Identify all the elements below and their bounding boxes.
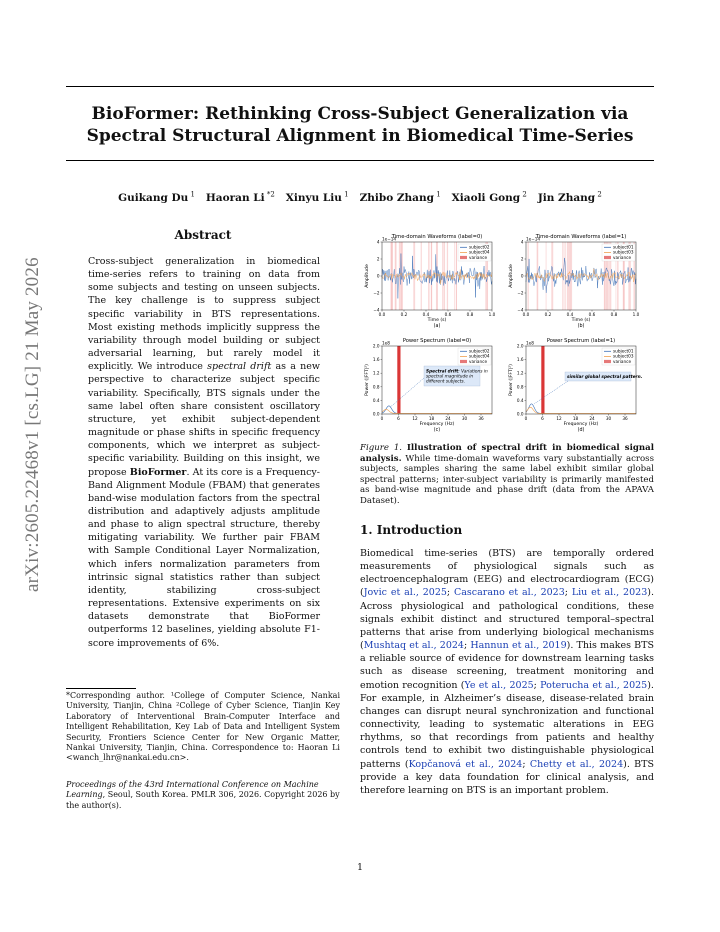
power-spectrum-chart-label1: [506, 334, 652, 438]
series-line-1: [526, 258, 636, 293]
x-tick-label: 18: [428, 416, 435, 421]
y-tick-label: 2: [520, 256, 524, 262]
legend-label: variance: [469, 358, 488, 364]
y-tick-label: 4: [520, 239, 524, 245]
legend-label: subject01: [613, 244, 634, 250]
x-tick-label: 0.0: [378, 312, 386, 317]
author-affiliation: 1: [341, 190, 349, 198]
time-domain-chart-label1: [506, 230, 652, 334]
citation-link[interactable]: Ye et al., 2025: [464, 679, 534, 691]
y-tick-label: 1.2: [516, 370, 524, 376]
citation-link[interactable]: Mushtaq et al., 2024: [363, 640, 464, 652]
chart-title: Time-domain Waveforms (label=1): [535, 234, 627, 240]
panel-label: (c): [433, 428, 441, 433]
x-tick-label: 12: [556, 416, 562, 421]
variance-band: [541, 346, 544, 414]
legend-label: variance: [469, 254, 488, 260]
intro-text: ). Across physiological and pathological conditions, these signals exhibit distinct and structured temporal–spectral patterns that arise from underlying biological mechanisms (: [360, 587, 654, 652]
author-name: Jin Zhang $^2$: [537, 190, 602, 204]
legend-label: subject01: [613, 348, 634, 354]
chart-title: Power Spectrum (label=0): [402, 338, 472, 344]
annotation-bold: Spectral drift: [426, 369, 459, 375]
y-tick-label: 0.4: [516, 397, 524, 403]
intro-text: ;: [463, 640, 471, 652]
x-tick-label: 0.2: [400, 312, 408, 317]
y-tick-label: 0: [376, 273, 380, 279]
x-tick-label: 0.2: [544, 312, 552, 317]
abstract-model-name: BioFormer: [129, 466, 187, 478]
legend-label: variance: [613, 254, 632, 260]
x-axis-label: Frequency (Hz): [419, 422, 455, 427]
legend-label: subject03: [613, 249, 634, 255]
figure-panel-d: [506, 334, 652, 438]
panel-label: (a): [433, 324, 441, 329]
x-tick-label: 36: [478, 416, 484, 421]
chart-title: Time-domain Waveforms (label=0): [391, 234, 483, 240]
x-tick-label: 1.0: [488, 312, 496, 317]
x-tick-label: 0.4: [422, 312, 430, 317]
intro-text: ;: [446, 587, 454, 599]
axis-exponent-label: 1e−14: [526, 236, 541, 242]
annotation-line-2: spectral magnitude in: [426, 374, 474, 380]
y-axis-label: Amplitude: [509, 264, 514, 288]
paper-title: [66, 103, 654, 147]
y-tick-label: −4: [517, 307, 524, 313]
y-tick-label: −2: [373, 290, 380, 296]
author-name: Xinyu Liu $^1$: [285, 190, 349, 204]
power-spectrum-chart-label0: [362, 334, 508, 438]
time-domain-chart-label0: [362, 230, 508, 334]
y-tick-label: 1.6: [372, 357, 380, 363]
annotation-rest: : Variations in: [458, 369, 488, 375]
x-tick-label: 6: [397, 416, 400, 421]
intro-text: Biomedical time-series (BTS) are temporally ordered measurements of physiological signals such as electroencephalogram (EEG) and electrocardiogram (ECG) (: [360, 548, 654, 599]
panel-label: (b): [577, 324, 585, 329]
intro-text: ;: [564, 587, 572, 599]
y-tick-label: 4: [376, 239, 380, 245]
y-tick-label: −2: [517, 290, 524, 296]
y-tick-label: 0.8: [516, 384, 524, 390]
y-tick-label: 0.4: [372, 397, 380, 403]
y-tick-label: 0.0: [372, 411, 380, 417]
figure-caption: [360, 443, 654, 506]
author-name: Xiaoli Gong $^2$: [451, 190, 527, 204]
proceedings-details: , Seoul, South Korea. PMLR 306, 2026. Copyright 2026 by the author(s).: [66, 790, 340, 810]
citation-link[interactable]: Kopčanová et al., 2024: [408, 758, 523, 770]
title-line-2: Spectral Structural Alignment in Biomedical Time-Series: [86, 126, 634, 146]
x-tick-label: 6: [541, 416, 544, 421]
intro-text: ). BTS provide a key data foundation for clinical analysis, and therefore learning on BTS is an important problem.: [360, 758, 655, 796]
legend-label: subject04: [469, 353, 490, 359]
title-line-1: BioFormer: Rethinking Cross-Subject Generalization via: [91, 104, 629, 124]
annotation-arrow: [534, 381, 568, 404]
proceedings-note: [66, 780, 340, 811]
x-tick-label: 0.0: [522, 312, 530, 317]
intro-text: ). For example, in Alzheimer’s disease, disease-related brain changes can disrupt neural synchronization and functional connectivity, leading to systematic alterations in EEG rhythms, so that recordings from patients and healthy controls tend to exhibit two distinguishable physiological patterns (: [360, 679, 654, 770]
y-axis-label: Power (|FFT|²): [365, 364, 370, 396]
page-number: 1: [356, 862, 364, 873]
y-tick-label: 2: [376, 256, 380, 262]
legend-label: subject04: [469, 249, 490, 255]
x-axis-label: Frequency (Hz): [563, 422, 599, 427]
legend-swatch: [604, 256, 611, 259]
variance-band: [421, 242, 422, 310]
x-tick-label: 24: [589, 416, 595, 421]
legend-label: subject02: [469, 244, 490, 250]
x-tick-label: 12: [412, 416, 418, 421]
x-tick-label: 0.6: [444, 312, 452, 317]
annotation-arrow: [390, 378, 424, 407]
y-axis-label: Amplitude: [365, 264, 370, 288]
footnote-rule: [66, 688, 136, 689]
y-tick-label: 0.8: [372, 384, 380, 390]
y-tick-label: −4: [373, 307, 380, 313]
author-list: [66, 190, 654, 204]
chart-title: Power Spectrum (label=1): [546, 338, 616, 344]
figure-caption-text: While time-domain waveforms vary substantially across subjects, samples sharing the same label exhibit similar global spectral patterns; inter-subject variability is primarily manifested as band-wise magnitude and phase drift (data from the APAVA Dataset).: [360, 453, 654, 506]
y-tick-label: 2.0: [516, 343, 524, 349]
legend-label: variance: [613, 358, 632, 364]
abstract-body: [88, 255, 320, 650]
x-tick-label: 36: [622, 416, 628, 421]
introduction-body: [360, 547, 654, 797]
x-tick-label: 30: [605, 416, 612, 421]
annotation-line-3: different subjects.: [426, 379, 466, 385]
x-tick-label: 18: [572, 416, 579, 421]
figure-label: Figure 1.: [360, 443, 403, 453]
figure-panel-c: [362, 334, 508, 438]
intro-text: ;: [533, 679, 541, 691]
author-affiliation: 2: [595, 190, 602, 198]
citation-link[interactable]: Jovic et al., 2025: [363, 587, 447, 599]
axis-exponent-label: 1e8: [526, 340, 534, 346]
annotation-text: similar global spectral pattern.: [567, 375, 643, 380]
y-axis-label: Power (|FFT|²): [509, 364, 514, 396]
top-rule: [66, 86, 654, 87]
figure-panel-b: [506, 230, 652, 334]
x-axis-label: Time (s): [571, 318, 591, 323]
x-tick-label: 0.6: [588, 312, 596, 317]
y-tick-label: 1.6: [516, 357, 524, 363]
intro-text: ;: [522, 758, 530, 770]
figure-panel-a: [362, 230, 508, 334]
axis-exponent-label: 1e8: [382, 340, 390, 346]
proceedings-venue: Proceedings of the 43rd International Conference on Machine Learning: [66, 780, 319, 800]
legend-swatch: [460, 256, 467, 259]
abstract-emphasis: spectral drift: [207, 361, 272, 373]
arxiv-stamp: arXiv:2605.22468v1 [cs.LG] 21 May 2026: [22, 257, 43, 592]
x-tick-label: 0.4: [566, 312, 574, 317]
author-affiliation: *2: [264, 190, 275, 198]
y-tick-label: 2.0: [372, 343, 380, 349]
author-affiliation: 1: [433, 190, 441, 198]
legend-swatch: [604, 360, 611, 363]
y-tick-label: 0: [520, 273, 524, 279]
axis-exponent-label: 1e−14: [382, 236, 397, 242]
x-tick-label: 0: [380, 416, 384, 421]
variance-band: [397, 346, 400, 414]
abstract-text-3: . At its core is a Frequency-Band Alignment Module (FBAM) that generates band-wise modulation factors from the spectral distribution and adaptively adjusts amplitude and phase to align spectral structure, thereby mitigating variability. We further pair FBAM with Sample Conditional Layer Normalization, which infers normalization parameters from intrinsic signal statistics rather than subject identity, stabilizing cross-subject representations. Extensive experiments on six datasets demonstrate that BioFormer outperforms 12 baselines, yielding absolute F1-score improvements of 6%.: [88, 466, 320, 649]
x-tick-label: 30: [461, 416, 468, 421]
citation-link[interactable]: Liu et al., 2023: [571, 587, 648, 599]
title-rule: [66, 160, 654, 161]
legend-label: subject02: [469, 348, 490, 354]
panel-label: (d): [577, 428, 585, 433]
author-name: Guikang Du $^1$: [118, 190, 195, 204]
legend-label: subject03: [613, 353, 634, 359]
abstract-text-1: Cross-subject generalization in biomedical time-series refers to training on data from some subjects and testing on unseen subjects. The key challenge is to suppress subject specific variability in BTS representations. Most existing methods implicitly suppress the variability through model building or subject adversarial learning, but rarely model it explicitly. We introduce: [88, 256, 320, 373]
citation-link[interactable]: Hannun et al., 2019: [470, 640, 567, 652]
y-tick-label: 1.2: [372, 370, 380, 376]
x-axis-label: Time (s): [427, 318, 447, 323]
x-tick-label: 24: [445, 416, 451, 421]
citation-link[interactable]: Poterucha et al., 2025: [540, 679, 648, 691]
figure-caption-title: Illustration of spectral drift in biomedical signal analysis.: [360, 443, 654, 464]
citation-link[interactable]: Cascarano et al., 2023: [453, 587, 565, 599]
x-tick-label: 0.8: [610, 312, 618, 317]
footnote: *Corresponding author. ¹College of Computer Science, Nankai University, Tianjin, China ²College of Cyber Science, Tianjin Key Laboratory of Interventional Brain-Computer Interface and Intelligent Rehabilitation, Key Lab of Data and Intelligent System Security, Frontiers Science Center for New Organic Matter, Nankai University, Tianjin, China. Correspondence to: Haoran Li <wanch_lhr@nankai.edu.cn>.: [66, 691, 340, 763]
legend-swatch: [460, 360, 467, 363]
citation-link[interactable]: Chetty et al., 2024: [529, 758, 624, 770]
abstract-heading: Abstract: [174, 228, 232, 242]
author-name: Zhibo Zhang $^1$: [359, 190, 441, 204]
author-affiliation: 1: [188, 190, 195, 198]
abstract-text-2: as a new perspective to characterize subject specific variability. Specifically, BTS signals under the same label often share consistent oscillatory structure, yet exhibit subject-dependent magnitude or phase shifts in specific frequency components, which we interpret as subject-specific variability. Building on this insight, we propose: [88, 361, 320, 478]
y-tick-label: 0.0: [516, 411, 524, 417]
x-tick-label: 1.0: [632, 312, 640, 317]
section-heading-introduction: 1. Introduction: [360, 523, 463, 537]
author-name: Haoran Li $^{*2}$: [205, 190, 275, 204]
x-tick-label: 0.8: [466, 312, 474, 317]
intro-text: ). This makes BTS a reliable source of evidence for downstream learning tasks such as disease screening, treatment monitoring and emotion recognition (: [360, 640, 654, 691]
x-tick-label: 0: [524, 416, 528, 421]
author-affiliation: 2: [520, 190, 527, 198]
